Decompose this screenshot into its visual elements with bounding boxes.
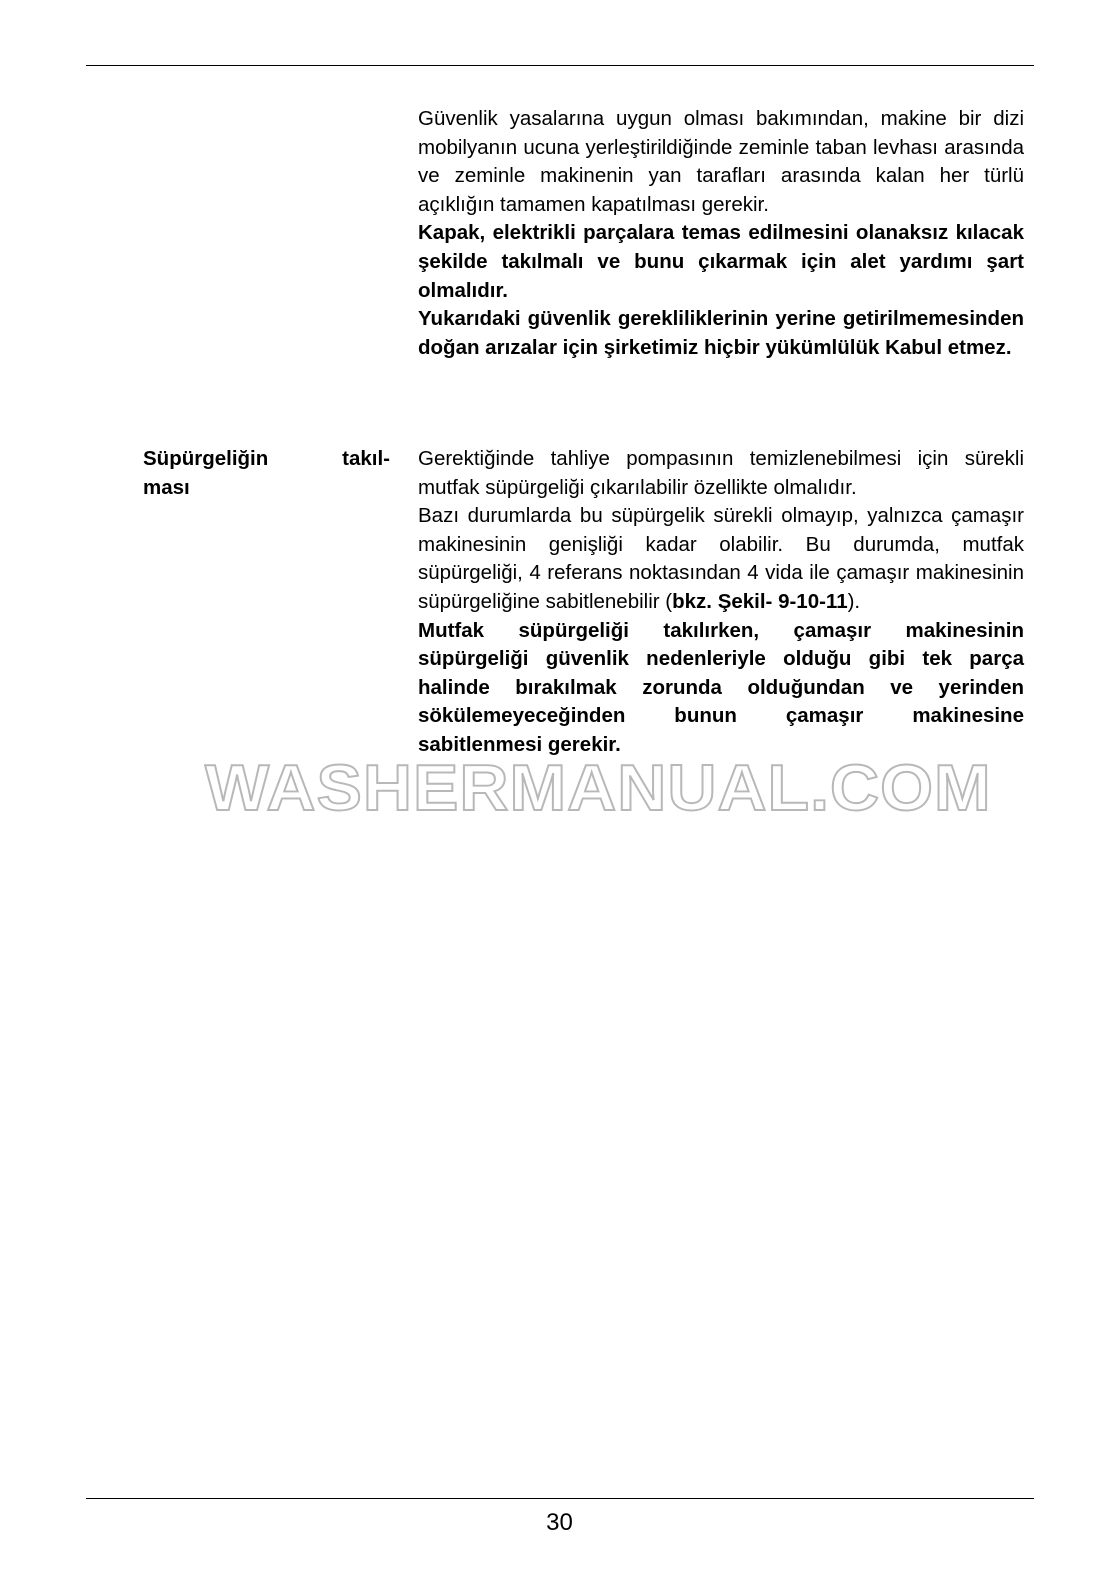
- plinth-paragraph-1: Gerektiğinde tahliye pompasının temizlenebilmesi için sürekli mutfak süpürgeliği çıkarılabilir özellikte olmalıdır.: [418, 447, 1024, 499]
- page-number: 30: [546, 1509, 573, 1536]
- cover-note: Kapak, elektrikli parçalara temas edilmesini olanaksız kılacak şekilde takılmalı ve bunu çıkarmak için alet yardımı şart olmalıdır.: [418, 221, 1024, 302]
- safety-paragraph: Güvenlik yasalarına uygun olması bakımından, makine bir dizi mobilyanın ucuna yerleştirildiğinde zeminle taban levhası arasında ve zeminle makinenin yan tarafları arasında kalan her türlü açıklığın tamamen kapatılması gerekir.: [418, 107, 1024, 216]
- plinth-paragraph-2: [418, 502, 1024, 616]
- section-heading-line2: ması: [143, 475, 190, 499]
- footer-rule: [86, 1498, 1034, 1499]
- plinth-paragraph-2-text: Bazı durumlarda bu süpürgelik sürekli olmayıp, yalnızca çamaşır makinesinin genişliği kadar olabilir. Bu durumda, mutfak süpürgeliği, 4 referans noktasından 4 vida ile çamaşır makinesinin süpürgeliğine sabitlenebilir (: [418, 504, 1024, 613]
- header-rule: [86, 65, 1034, 66]
- safety-section: [418, 105, 1024, 362]
- figure-reference: bkz. Şekil- 9-10-11: [672, 589, 848, 613]
- watermark: WASHERMANUAL.COM: [205, 752, 992, 825]
- plinth-note: Mutfak süpürgeliği takılırken, çamaşır makinesinin süpürgeliği güvenlik nedenleriyle olduğu gibi tek parça halinde bırakılmak zorunda olduğundan ve yerinden sökülemeyeceğinden bunun çamaşır makinesine sabitlenmesi gerekir.: [418, 618, 1024, 756]
- plinth-section: [418, 445, 1024, 760]
- section-heading-line1: Süpürgeliğin takıl-: [143, 447, 390, 470]
- plinth-paragraph-2-end: ).: [847, 589, 861, 613]
- liability-note: Yukarıdaki güvenlik gerekliliklerinin yerine getirilmemesinden doğan arızalar için şirketimiz hiçbir yükümlülük Kabul etmez.: [418, 307, 1024, 359]
- section-heading: [143, 445, 390, 502]
